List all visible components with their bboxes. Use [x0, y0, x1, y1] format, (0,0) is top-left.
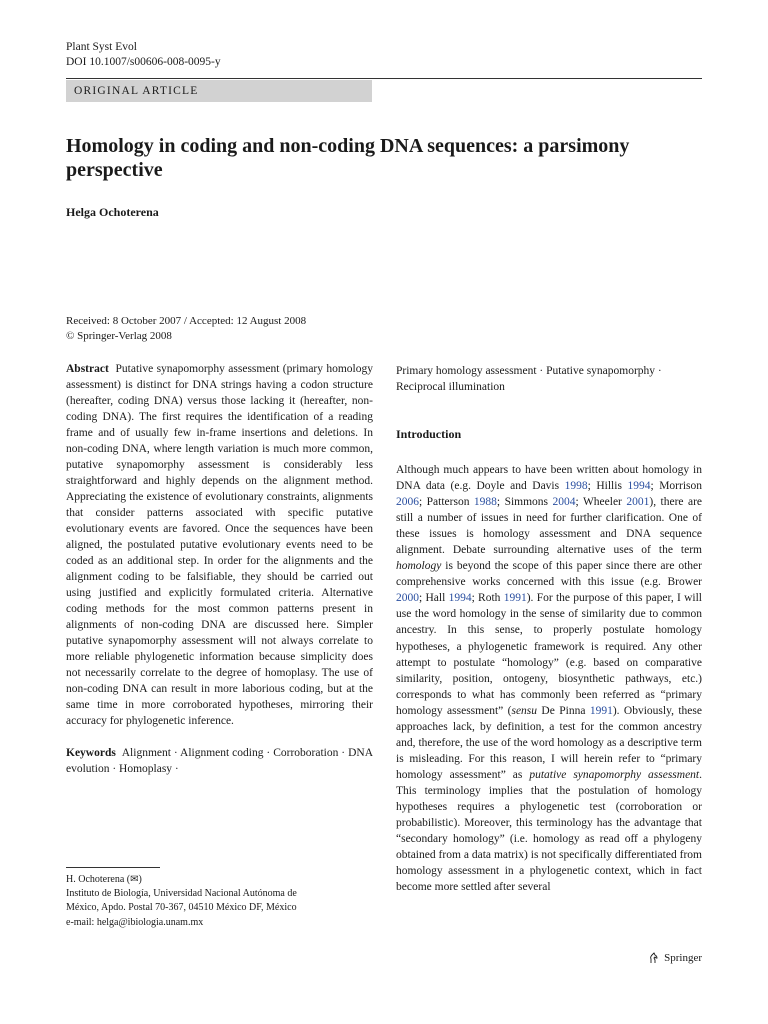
introduction-body: [396, 462, 702, 895]
intro-text: ). For the purpose of this paper, I will use the word homology in the sense of similarity due to common ancestry. In this sense, to properly postulate homology hypotheses, a phylogenetic framework is required. Any other attempt to postulate “homology” (e.g. based on comparative similarity, position, ontogeny, biosynthetic pathways, etc.) corresponds to what has commonly been referred as “primary homology assessment” (: [396, 592, 703, 717]
journal-name: Plant Syst Evol: [66, 41, 137, 53]
introduction-heading: Introduction: [396, 427, 462, 441]
intro-italic: homology: [396, 560, 442, 573]
abstract-label: Abstract: [66, 363, 109, 375]
intro-text: ). Obviously, these approaches lack, by definition, a test for the common ancestry and, therefore, the use of the word homology as a descriptive term is misleading. For this reason, I will herein refer to “primary homology assessment” as: [396, 704, 702, 781]
intro-text: ; Hillis: [587, 480, 628, 493]
intro-text: ; Morrison: [650, 480, 703, 493]
intro-text: is beyond the scope of this paper since there are other comprehensive works concerned with this issue (e.g. Brower: [396, 560, 702, 589]
citation-link[interactable]: 2000: [396, 592, 419, 605]
intro-text: ; Wheeler: [575, 496, 627, 509]
citation-link[interactable]: 1998: [564, 480, 588, 493]
citation-link[interactable]: 1991: [503, 592, 527, 605]
abstract-text: Putative synapomorphy assessment (primary homology assessment) is distinct for DNA strings having a codon structure (hereafter, coding DNA) versus those lacking it (hereafter, non-coding DNA). The first requires the identification of a reading frame and of usually few in-frame insertions and deletions. In non-coding DNA, where length variation is much more common, putative synapomorphy assessment is considerably less straightforward and highly depends on the alignment method. Appreciating the existence of evolutionary constraints, alignments that consider patterns associated with specific putative evolutionary events are favored. Once the sequences have been aligned, the postulated putative evolutionary events need to be coded as an additional step. In order for the alignments and the alignment coding to be falsifiable, they should be carried out using justified and explicitly formulated criteria. Alternative coding methods for the most common patterns present in alignments of non-coding DNA are discussed here. Simpler putative synapomorphy assessment will not always correlate to more reliable phylogenetic information because simplicity does not necessarily correlate to the degree of homoplasy. The use of non-coding DNA can result in more laborious coding, but at the same time in more corroborated hypotheses, mirroring their accuracy for phylogenetic inference.: [66, 363, 374, 727]
left-column: [66, 361, 373, 777]
intro-text: ; Roth: [471, 592, 504, 605]
correspondence-institution: Instituto de Biología, Universidad Nacional Autónoma de: [66, 888, 297, 900]
publisher-name: Springer: [664, 952, 702, 964]
intro-text: . This terminology implies that the postulation of homology hypotheses requires a phylogenetic test (corroboration or probabilistic). Moreover, this terminology has the advantage that “secondary homology” (i.e. homology as read off a phylogeny obtained from a data matrix) is not specifically differentiated from homology assessment in a phylogenetic context, which in fact become more settled after several: [396, 768, 702, 894]
citation-link[interactable]: 1994: [627, 480, 651, 493]
citation-link[interactable]: 1994: [448, 592, 472, 605]
intro-text: ; Simmons: [496, 496, 553, 509]
correspondence-email[interactable]: e-mail: helga@ibiologia.unam.mx: [66, 916, 204, 928]
journal-info: [66, 40, 221, 70]
keywords-left-text: Alignment · Alignment coding · Corroboration · DNA evolution · Homoplasy ·: [66, 747, 373, 775]
abstract: [66, 361, 373, 729]
author-name: Helga Ochoterena: [66, 205, 159, 219]
article-title: Homology in coding and non-coding DNA sequences: a parsimony perspective: [66, 135, 630, 181]
intro-text: Although much appears to have been written about homology in DNA data (e.g. Doyle and Davis: [396, 464, 702, 493]
article-type-banner: ORIGINAL ARTICLE: [66, 80, 372, 102]
intro-text: De Pinna: [537, 704, 590, 717]
keywords-label: Keywords: [66, 747, 116, 759]
correspondence-address: México, Apdo. Postal 70-367, 04510 México DF, México: [66, 902, 297, 914]
doi[interactable]: DOI 10.1007/s00606-008-0095-y: [66, 56, 221, 68]
correspondence-block: [66, 873, 297, 930]
keywords-continued: Primary homology assessment · Putative synapomorphy · Reciprocal illumination: [396, 365, 662, 393]
keywords: [66, 745, 373, 777]
intro-text: ), there are still a number of issues in need for further clarification. One of these issues is homology assessment and DNA sequence alignment. Debate surrounding alternative uses of the term: [396, 496, 703, 557]
intro-text: ; Patterson: [419, 496, 474, 509]
received-accepted-dates: Received: 8 October 2007 / Accepted: 12 August 2008: [66, 315, 307, 327]
publisher-footer: [648, 952, 702, 964]
header-rule: [66, 78, 702, 79]
citation-link[interactable]: 1991: [589, 704, 613, 717]
intro-italic: sensu: [511, 704, 538, 717]
dates-block: [66, 314, 306, 343]
footnote-rule: [66, 867, 160, 868]
intro-text: ; Hall: [419, 592, 449, 605]
citation-link[interactable]: 2006: [396, 496, 419, 509]
citation-link[interactable]: 2004: [552, 496, 576, 509]
citation-link[interactable]: 2001: [626, 496, 650, 509]
right-column: [396, 363, 702, 895]
intro-italic: putative synapomorphy assessment: [529, 768, 700, 781]
springer-horse-icon: [648, 952, 660, 964]
correspondence-name: H. Ochoterena (✉): [66, 874, 142, 885]
citation-link[interactable]: 1988: [473, 496, 497, 509]
copyright-line: © Springer-Verlag 2008: [66, 329, 172, 342]
